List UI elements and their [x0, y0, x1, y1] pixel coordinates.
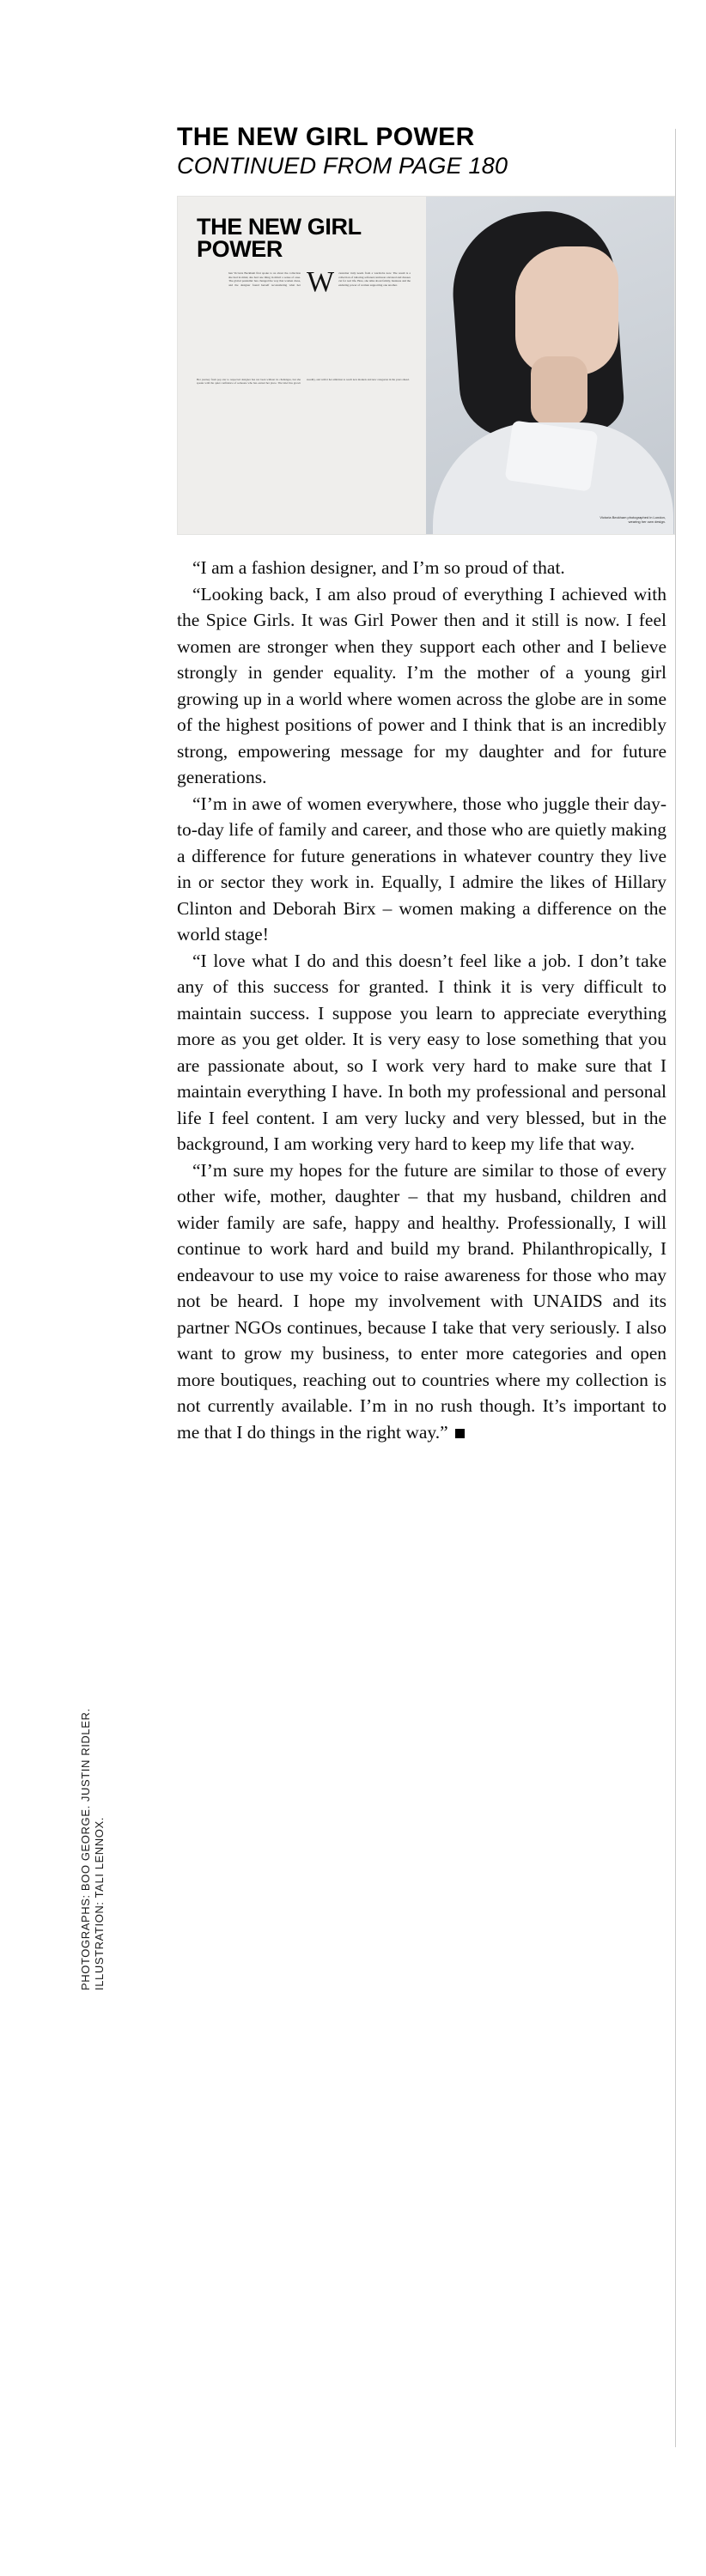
credit-line-illustration: ILLUSTRATION: TALI LENNOX.: [93, 1817, 106, 1990]
portrait-neck-shape: [531, 356, 587, 425]
end-mark: [455, 1429, 465, 1438]
photo-credits: [79, 1544, 107, 1990]
portrait-collar-shape: [505, 420, 599, 491]
spread-body-text: [197, 271, 411, 373]
magazine-spread-thumbnail: [177, 196, 675, 535]
continued-from-label: CONTINUED FROM PAGE 180: [177, 152, 508, 179]
spread-body-text-2: Her journey from pop star to respected designer has not been without its challenges, but she speaks with the quiet confidence of someone who has earned her place. The label has grown steadily, and with it her ambition to reach new markets and new categories in the years ahead.: [197, 377, 410, 386]
spread-photo-caption: Victoria Beckham photographed in London, wearing her own design.: [599, 515, 666, 524]
spread-body-copy: hen Victoria Beckham first spoke to us about the collection she had in mind, she had one thing in mind: a sense of ease. The global pandemic has changed the way that women dress, and the designer found herself reconsidering what her customer truly needs from a wardrobe now. The result is a collection of tailoring softened, knitwear elevated and dresses cut for real life. Here, she talks about family, business and the enduring power of women supporting one another.: [228, 270, 411, 287]
credit-line-photographs: PHOTOGRAPHS: BOO GEORGE. JUSTIN RIDLER.: [79, 1708, 92, 1990]
page-title: THE NEW GIRL POWER: [177, 123, 475, 151]
column-rule: [675, 129, 676, 2447]
spread-left-page: [178, 197, 426, 534]
article-paragraph: “I’m in awe of women everywhere, those who juggle their day-to-day life of family and career, and those who are quietly making a difference for future generations in whatever country they live in or sector they work in. Equally, I admire the likes of Hillary Clinton and Deborah Birx – women making a difference on the world stage!: [177, 793, 666, 945]
article-body: [177, 555, 666, 1445]
article-paragraph-text: “I’m sure my hopes for the future are similar to those of every other wife, mother, daughter – that my husband, children and wider family are safe, happy and healthy. Professionally, I will continue to work hard and build my brand. Philanthropically, I endeavour to use my voice to raise awareness for those who may not be heard. I hope my involvement with UNAIDS and its partner NGOs continues, because I take that very seriously. I also want to grow my business, to enter more categories and open more boutiques, reaching out to countries where my collection is not currently available. I’m in no rush though. It’s important to me that I do things in the right way.”: [177, 1159, 666, 1443]
spread-dropcap: W: [307, 270, 335, 298]
article-paragraph: “Looking back, I am also proud of everything I achieved with the Spice Girls. It was Girl Power then and it still is now. I feel women are stronger when they support each other and I believe strongly in gender equality. I’m the mother of a young girl growing up in a world where women across the globe are in some of the highest positions of power and I think that is an incredibly strong, empowering message for my daughter and for future generations.: [177, 583, 666, 787]
spread-right-page-photo: [426, 197, 674, 534]
article-paragraph-last: [177, 1157, 666, 1446]
spread-title: THE NEW GIRL POWER: [197, 214, 362, 263]
article-paragraph: “I am a fashion designer, and I’m so proud of that.: [192, 557, 565, 578]
article-headline-block: [177, 124, 675, 179]
article-paragraph: “I love what I do and this doesn’t feel like a job. I don’t take any of this success for granted. I think it is very difficult to maintain success. I suppose you learn to appreciate everything more as you get older. It is very easy to lose something that you are passionate about, so I work very hard to make sure that I maintain everything I have. In both my professional and personal life I feel content. I am very lucky and very blessed, but in the background, I am working very hard to keep my life that way.: [177, 950, 666, 1154]
